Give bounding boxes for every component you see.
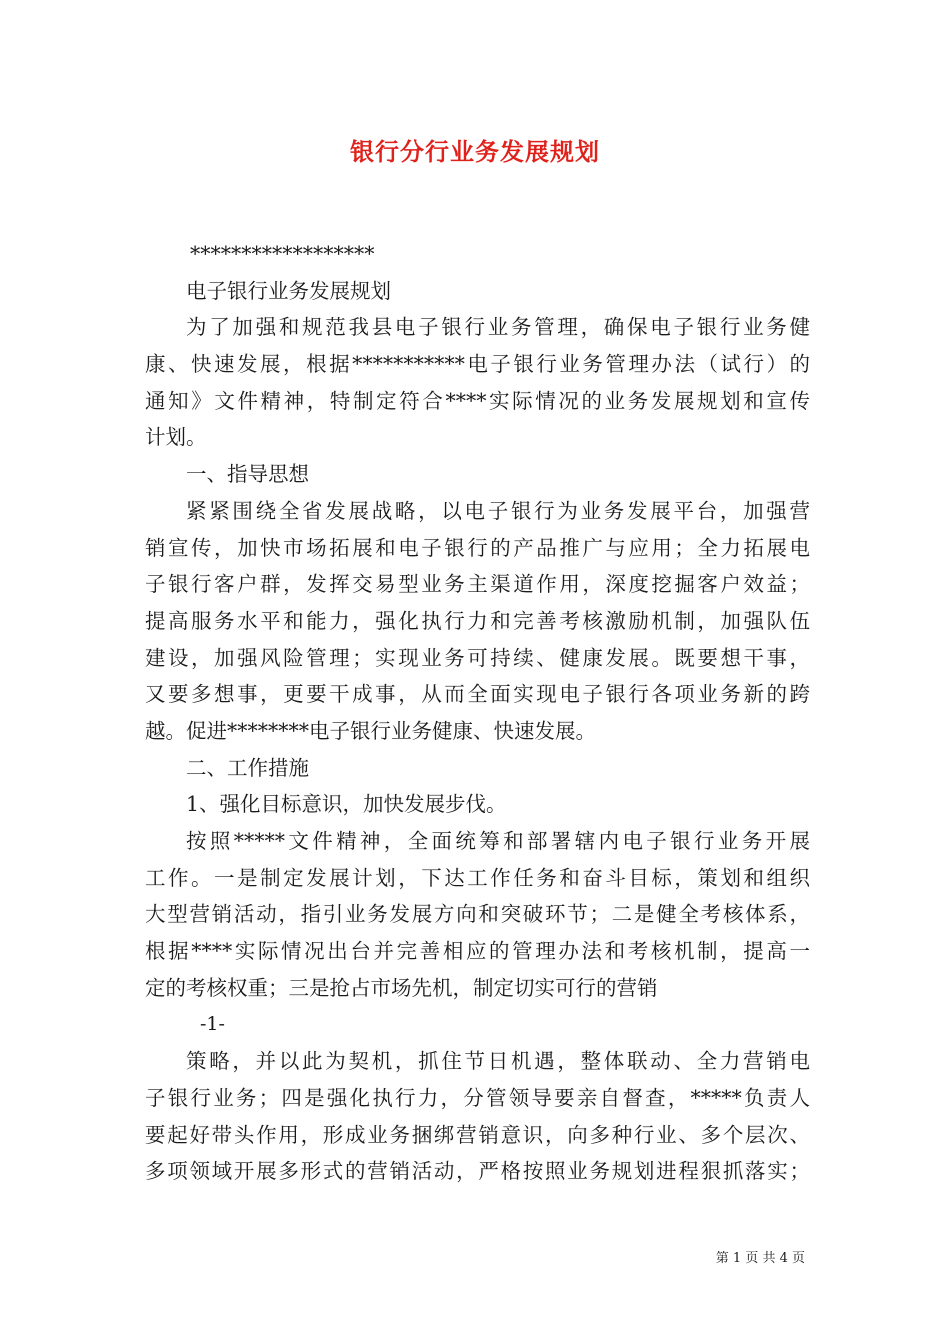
paragraph-line: 销宣传，加快市场拓展和电子银行的产品推广与应用；全力拓展电 <box>145 535 810 560</box>
paragraph-line: 为了加强和规范我县电子银行业务管理，确保电子银行业务健 <box>186 315 810 340</box>
paragraph-line: 计划。 <box>145 425 207 450</box>
paragraph-line: 子银行业务；四是强化执行力，分管领导要亲自督查，*****负责人 <box>145 1085 810 1110</box>
section-heading: 一、指导思想 <box>186 462 309 487</box>
document-title: 银行分行业务发展规划 <box>350 137 600 166</box>
page-footer: 第 1 页 共 4 页 <box>715 1251 805 1266</box>
inline-page-number: -1- <box>200 1013 225 1036</box>
paragraph-line: 定的考核权重；三是抢占市场先机，制定切实可行的营销 <box>145 975 658 1000</box>
paragraph-line: 紧紧围绕全省发展战略，以电子银行为业务发展平台，加强营 <box>186 498 810 523</box>
paragraph-line: 根据****实际情况出台并完善相应的管理办法和考核机制，提高一 <box>145 939 810 964</box>
paragraph-line: 康、快速发展，根据***********电子银行业务管理办法（试行）的 <box>145 352 810 377</box>
paragraph-line: 提高服务水平和能力，强化执行力和完善考核激励机制，加强队伍 <box>145 608 810 633</box>
paragraph-line: 通知》文件精神，特制定符合****实际情况的业务发展规划和宣传 <box>145 388 810 413</box>
paragraph-line: 工作。一是制定发展计划，下达工作任务和奋斗目标，策划和组织 <box>145 865 810 890</box>
paragraph-line: 大型营销活动，指引业务发展方向和突破环节；二是健全考核体系， <box>145 902 810 927</box>
paragraph-line: 越。促进********电子银行业务健康、快速发展。 <box>145 718 596 743</box>
paragraph-line: 策略，并以此为契机，抓住节日机遇，整体联动、全力营销电 <box>186 1049 810 1074</box>
masked-header-line: ****************** <box>190 242 375 266</box>
paragraph-line: 按照*****文件精神，全面统筹和部署辖内电子银行业务开展 <box>186 829 810 853</box>
paragraph-line: 又要多想事，更要干成事，从而全面实现电子银行各项业务新的跨 <box>145 682 810 707</box>
subsection-heading: 1、强化目标意识，加快发展步伐。 <box>186 792 507 817</box>
paragraph-line: 多项领域开展多形式的营销活动，严格按照业务规划进程狠抓落实； <box>145 1159 810 1184</box>
section-heading: 二、工作措施 <box>186 755 309 780</box>
section-heading: 电子银行业务发展规划 <box>186 278 391 303</box>
paragraph-line: 子银行客户群，发挥交易型业务主渠道作用，深度挖掘客户效益； <box>145 572 810 597</box>
document-body <box>145 236 810 1190</box>
paragraph-line: 建设，加强风险管理；实现业务可持续、健康发展。既要想干事， <box>145 645 810 670</box>
paragraph-line: 要起好带头作用，形成业务捆绑营销意识，向多种行业、多个层次、 <box>145 1122 810 1147</box>
